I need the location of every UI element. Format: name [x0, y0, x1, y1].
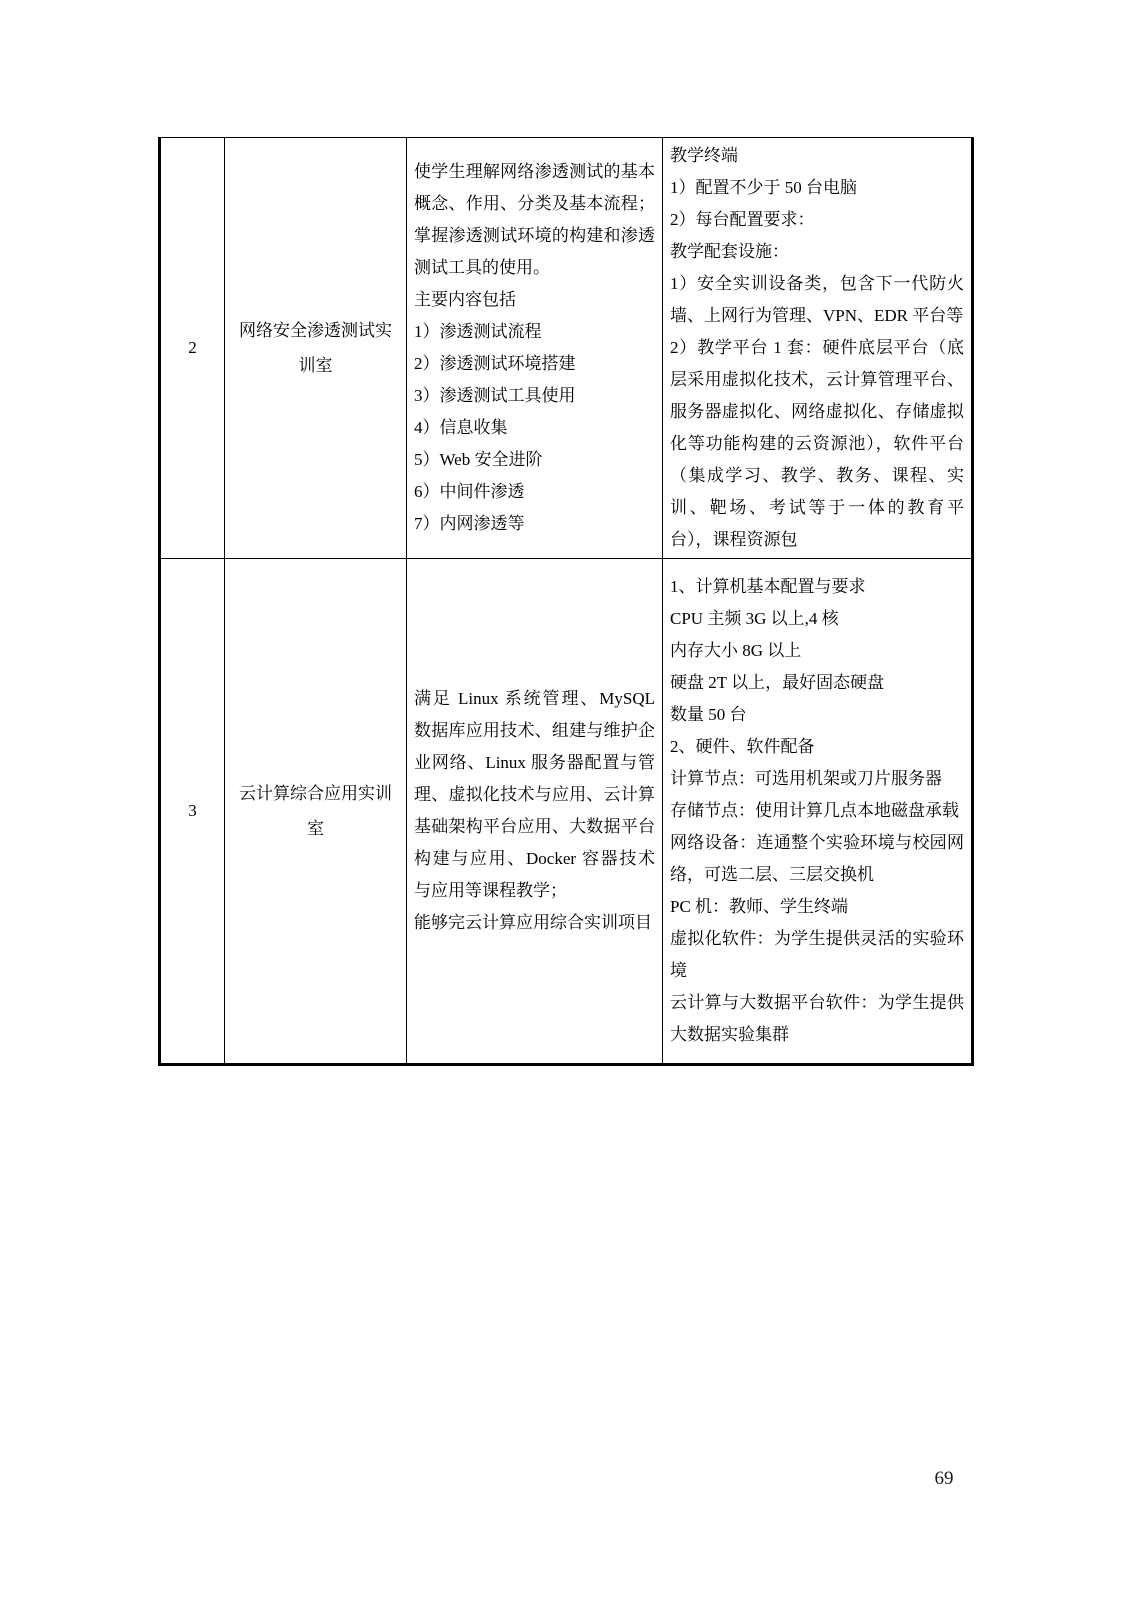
paragraph: 能够完云计算应用综合实训项目 — [414, 913, 652, 932]
paragraph: 教学配套设施： — [670, 242, 789, 261]
paragraph: PC 机：教师、学生终端 — [670, 897, 849, 916]
paragraph: 2）每台配置要求： — [670, 210, 815, 229]
paragraph: 1）安全实训设备类，包含下一代防火墙、上网行为管理、VPN、EDR 平台等 — [670, 274, 964, 325]
paragraph: 3）渗透测试工具使用 — [414, 386, 576, 405]
paragraph: 4）信息收集 — [414, 418, 508, 437]
paragraph: 7）内网渗透等 — [414, 514, 525, 533]
paragraph: CPU 主频 3G 以上,4 核 — [670, 609, 839, 628]
page-number: 69 — [934, 1468, 954, 1489]
paragraph: 存储节点：使用计算几点本地磁盘承载 — [670, 801, 959, 820]
paragraph: 使学生理解网络渗透测试的基本概念、作用、分类及基本流程；掌握渗透测试环境的构建和渗透测试工具的使用。 — [414, 162, 655, 277]
row-number-cell: 3 — [160, 559, 225, 1065]
table-row-3 — [160, 559, 973, 1065]
row-number-cell: 2 — [160, 138, 225, 559]
paragraph: 1）渗透测试流程 — [414, 322, 542, 341]
paragraph: 教学终端 — [670, 146, 738, 165]
room-name-cell: 云计算综合应用实训室 — [225, 559, 407, 1065]
paragraph: 计算节点：可选用机架或刀片服务器 — [670, 769, 942, 788]
paragraph: 网络设备：连通整个实验环境与校园网络，可选二层、三层交换机 — [670, 833, 964, 884]
requirements-cell — [663, 138, 973, 559]
paragraph: 内存大小 8G 以上 — [670, 641, 802, 660]
paragraph: 5）Web 安全进阶 — [414, 450, 543, 469]
table-row-2 — [160, 138, 973, 559]
purpose-cell — [407, 559, 663, 1065]
purpose-cell — [407, 138, 663, 559]
training-room-spec-table — [158, 137, 974, 1066]
paragraph: 6）中间件渗透 — [414, 482, 525, 501]
paragraph: 1、计算机基本配置与要求 — [670, 577, 866, 596]
paragraph: 2）渗透测试环境搭建 — [414, 354, 576, 373]
paragraph: 2、硬件、软件配备 — [670, 737, 815, 756]
paragraph: 硬盘 2T 以上，最好固态硬盘 — [670, 673, 885, 692]
requirements-cell — [663, 559, 973, 1065]
paragraph: 满足 Linux 系统管理、MySQL 数据库应用技术、组建与维护企业网络、Linux 服务器配置与管理、虚拟化技术与应用、云计算基础架构平台应用、大数据平台构建与应用、Docker 容器技术与应用等课程教学； — [414, 689, 655, 900]
paragraph: 主要内容包括 — [414, 290, 516, 309]
room-name-cell: 网络安全渗透测试实训室 — [225, 138, 407, 559]
paragraph: 数量 50 台 — [670, 705, 747, 724]
paragraph: 1）配置不少于 50 台电脑 — [670, 178, 857, 197]
paragraph: 云计算与大数据平台软件：为学生提供大数据实验集群 — [670, 993, 964, 1044]
paragraph: 2）教学平台 1 套：硬件底层平台（底层采用虚拟化技术，云计算管理平台、服务器虚拟化、网络虚拟化、存储虚拟化等功能构建的云资源池），软件平台（集成学习、教学、教务、课程、实训、靶场、考试等于一体的教育平台），课程资源包 — [670, 338, 964, 549]
paragraph: 虚拟化软件：为学生提供灵活的实验环境 — [670, 929, 964, 980]
